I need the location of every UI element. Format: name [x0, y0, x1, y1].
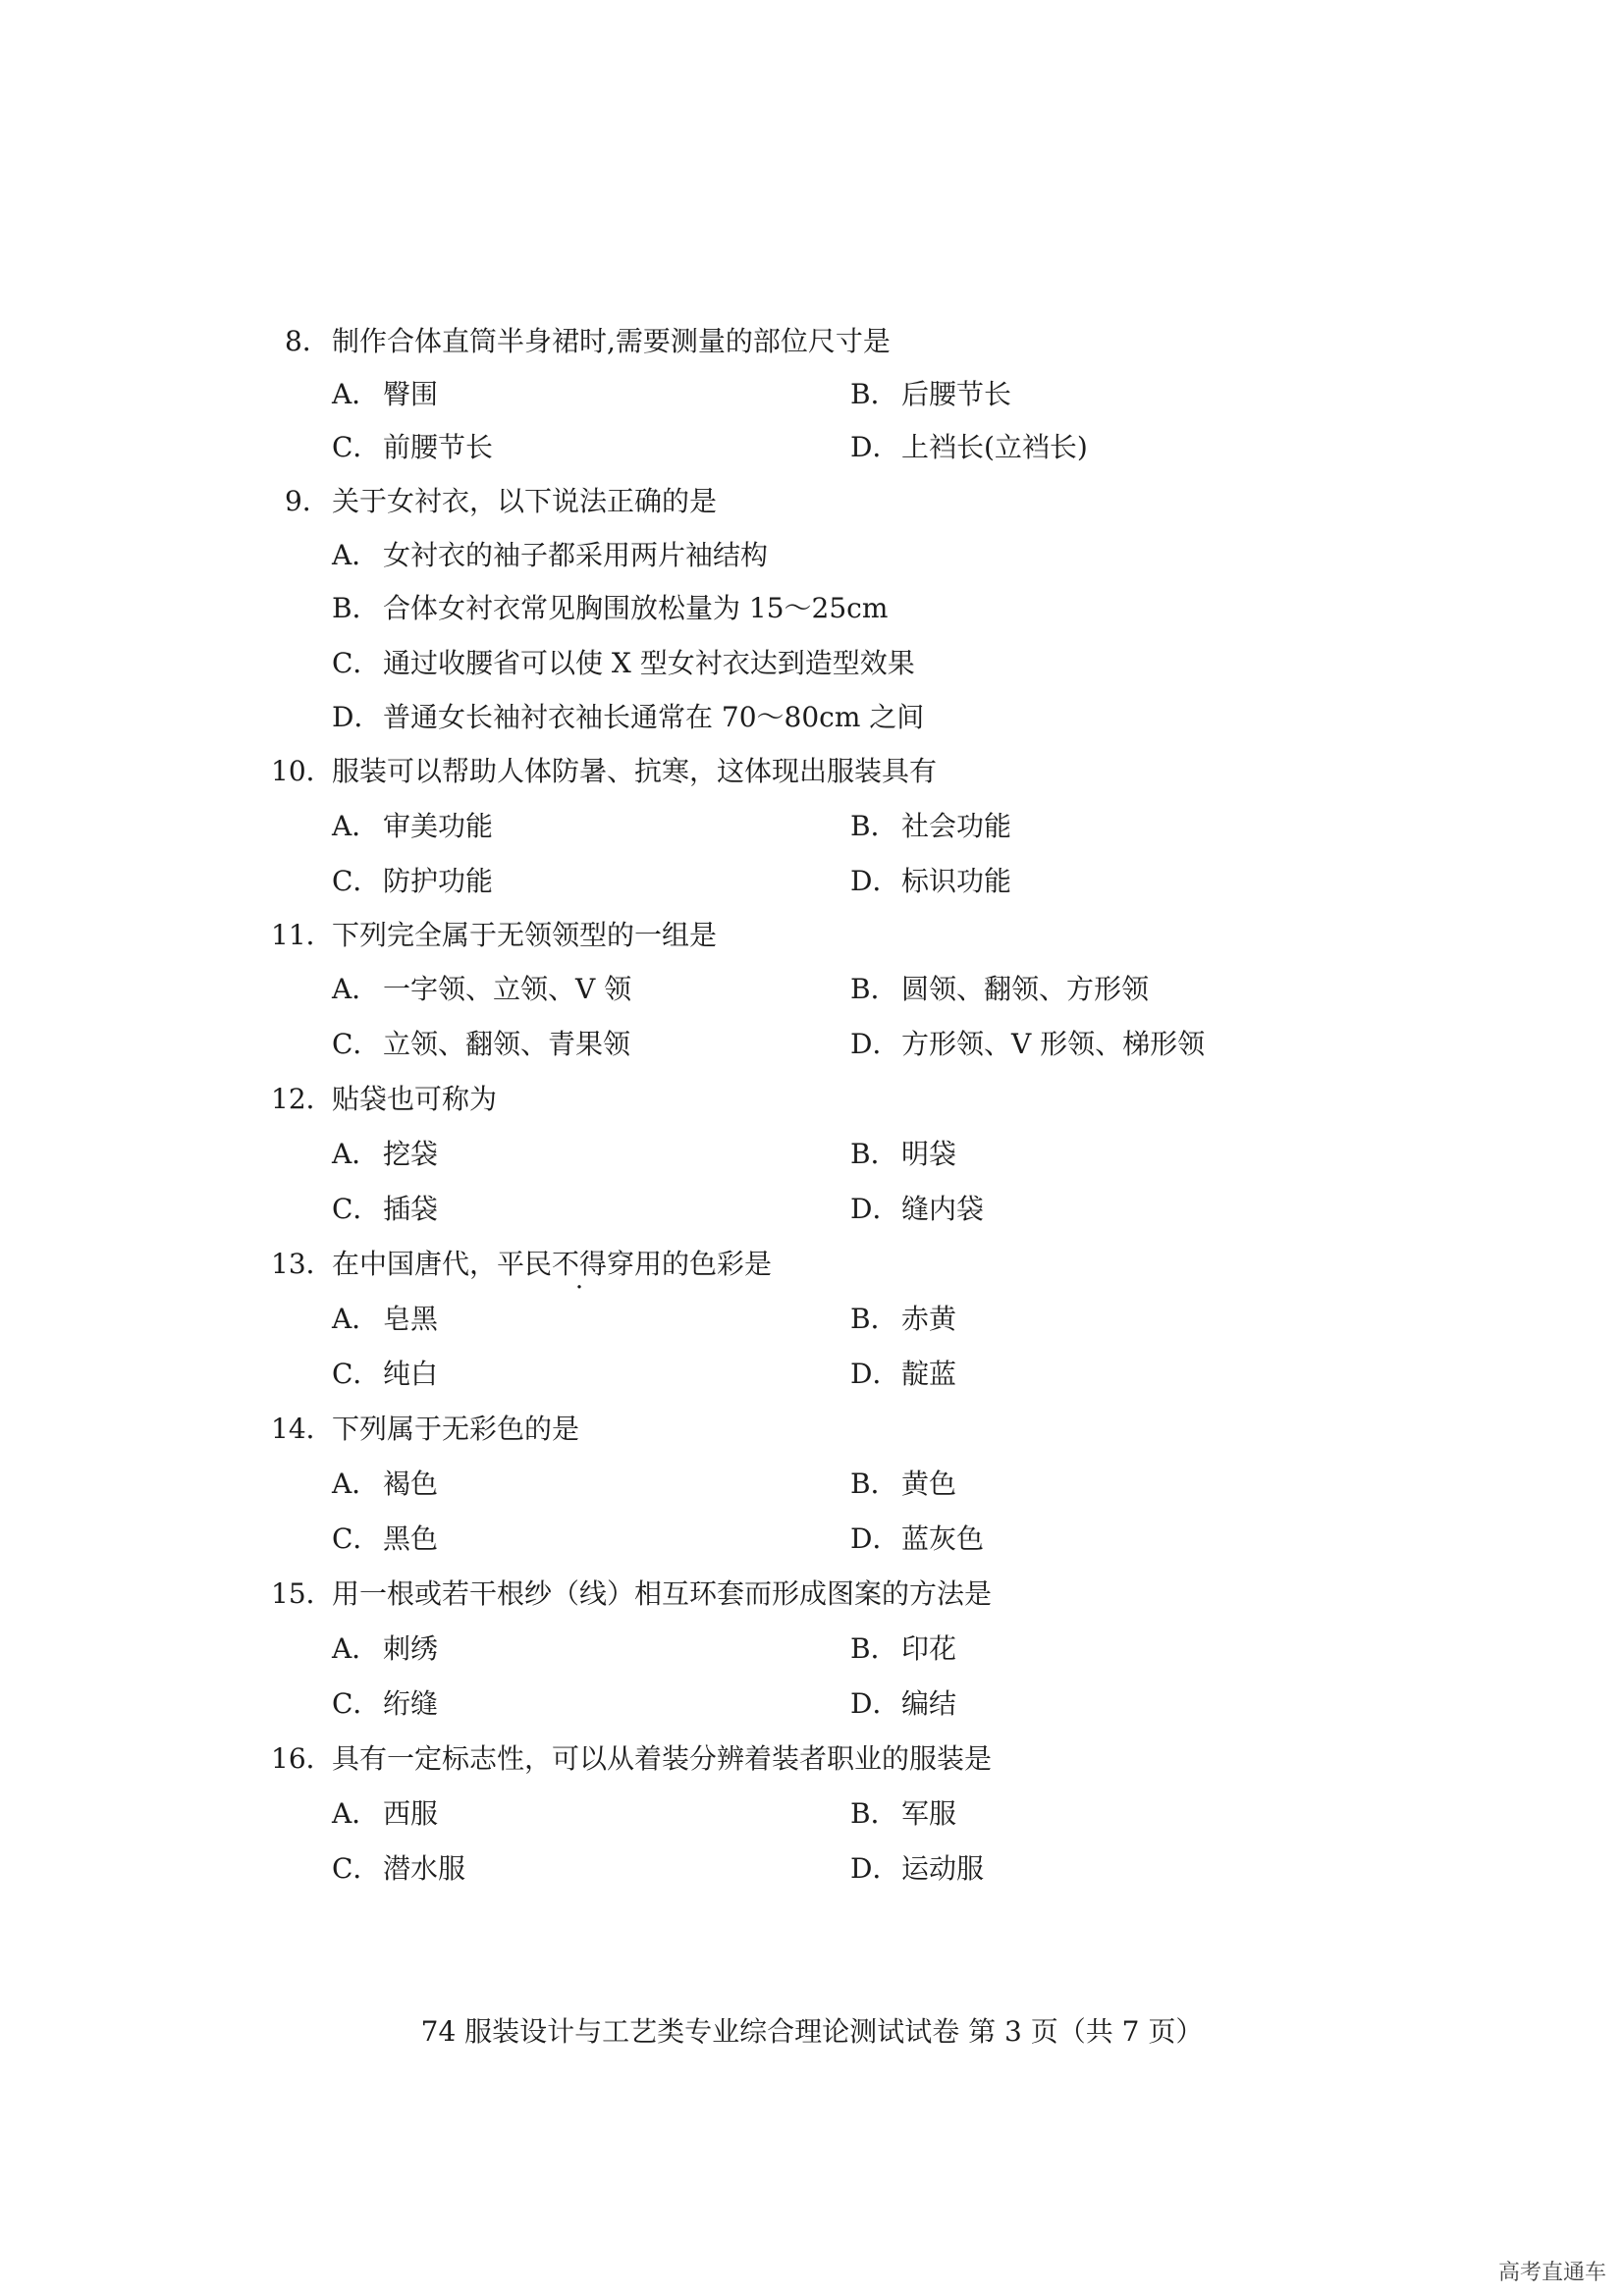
question-text: 贴袋也可称为 — [332, 1083, 498, 1115]
option-c: C．前腰节长 — [332, 431, 494, 463]
question-number: 16． — [271, 1742, 334, 1775]
option-b: B． 后腰节长 — [850, 378, 1012, 410]
question-number: 14． — [271, 1413, 334, 1445]
option-b: B． 印花 — [850, 1632, 957, 1665]
option-a: A． 褐色 — [332, 1468, 439, 1500]
option-a: A． 皂黑 — [332, 1303, 439, 1335]
question-number: 15． — [271, 1577, 334, 1610]
option-a: A． 一字领、立领、V 领 — [332, 973, 632, 1005]
question-text: 制作合体直筒半身裙时,需要测量的部位尺寸是 — [332, 325, 891, 357]
option-d: D．蓝灰色 — [850, 1522, 985, 1555]
option-c: C．防护功能 — [332, 865, 494, 897]
option-b: B． 赤黄 — [850, 1303, 957, 1335]
option-a: A． 审美功能 — [332, 810, 494, 842]
option-b: B． 合体女衬衣常见胸围放松量为 15～25cm — [332, 592, 889, 624]
question-number: 13． — [271, 1248, 334, 1280]
option-c: C．绗缝 — [332, 1687, 439, 1720]
question-text: 服装可以帮助人体防暑、抗寒，这体现出服装具有 — [332, 755, 938, 787]
option-a: A． 挖袋 — [332, 1138, 439, 1170]
option-c: C．通过收腰省可以使 X 型女衬衣达到造型效果 — [332, 647, 915, 679]
option-c: C．插袋 — [332, 1193, 439, 1225]
question-text: 在中国唐代，平民不得穿用的色彩是 — [332, 1248, 773, 1280]
question-number: 12． — [271, 1083, 334, 1115]
option-c: C．纯白 — [332, 1358, 439, 1390]
option-b: B． 社会功能 — [850, 810, 1012, 842]
question-number: 10． — [271, 755, 334, 787]
option-a: A． 臀围 — [332, 378, 439, 410]
option-c: C．黑色 — [332, 1522, 439, 1555]
question-number: 11． — [271, 919, 334, 951]
option-a: A． 刺绣 — [332, 1632, 439, 1665]
option-d: D．运动服 — [850, 1852, 985, 1885]
option-d: D．普通女长袖衬衣袖长通常在 70～80cm 之间 — [332, 701, 925, 733]
question-text: 具有一定标志性，可以从着装分辨着装者职业的服装是 — [332, 1742, 993, 1775]
option-b: B． 黄色 — [850, 1468, 957, 1500]
question-text: 用一根或若干根纱（线）相互环套而形成图案的方法是 — [332, 1577, 993, 1610]
option-b: B． 明袋 — [850, 1138, 957, 1170]
option-d: D．编结 — [850, 1687, 957, 1720]
question-text: 关于女衬衣，以下说法正确的是 — [332, 485, 718, 517]
question-number: 9． — [285, 485, 330, 517]
question-number: 8． — [285, 325, 330, 357]
option-d: D．标识功能 — [850, 865, 1012, 897]
option-d: D．靛蓝 — [850, 1358, 957, 1390]
option-b: B． 军服 — [850, 1797, 957, 1830]
emphasized-text: 不得 — [552, 1248, 608, 1280]
option-a: A． 西服 — [332, 1797, 439, 1830]
option-d: D．上裆长(立裆长) — [850, 431, 1088, 463]
option-b: B． 圆领、翻领、方形领 — [850, 973, 1150, 1005]
option-d: D．缝内袋 — [850, 1193, 985, 1225]
page-footer: 74 服装设计与工艺类专业综合理论测试试卷 第 3 页（共 7 页） — [420, 2015, 1204, 2048]
option-a: A． 女衬衣的袖子都采用两片袖结构 — [332, 539, 769, 571]
option-c: C．立领、翻领、青果领 — [332, 1028, 631, 1060]
question-text: 下列属于无彩色的是 — [332, 1413, 580, 1445]
option-d: D．方形领、V 形领、梯形领 — [850, 1028, 1206, 1060]
watermark-text: 高考直通车 — [1497, 2261, 1606, 2285]
question-text: 下列完全属于无领领型的一组是 — [332, 919, 718, 951]
option-c: C．潜水服 — [332, 1852, 466, 1885]
